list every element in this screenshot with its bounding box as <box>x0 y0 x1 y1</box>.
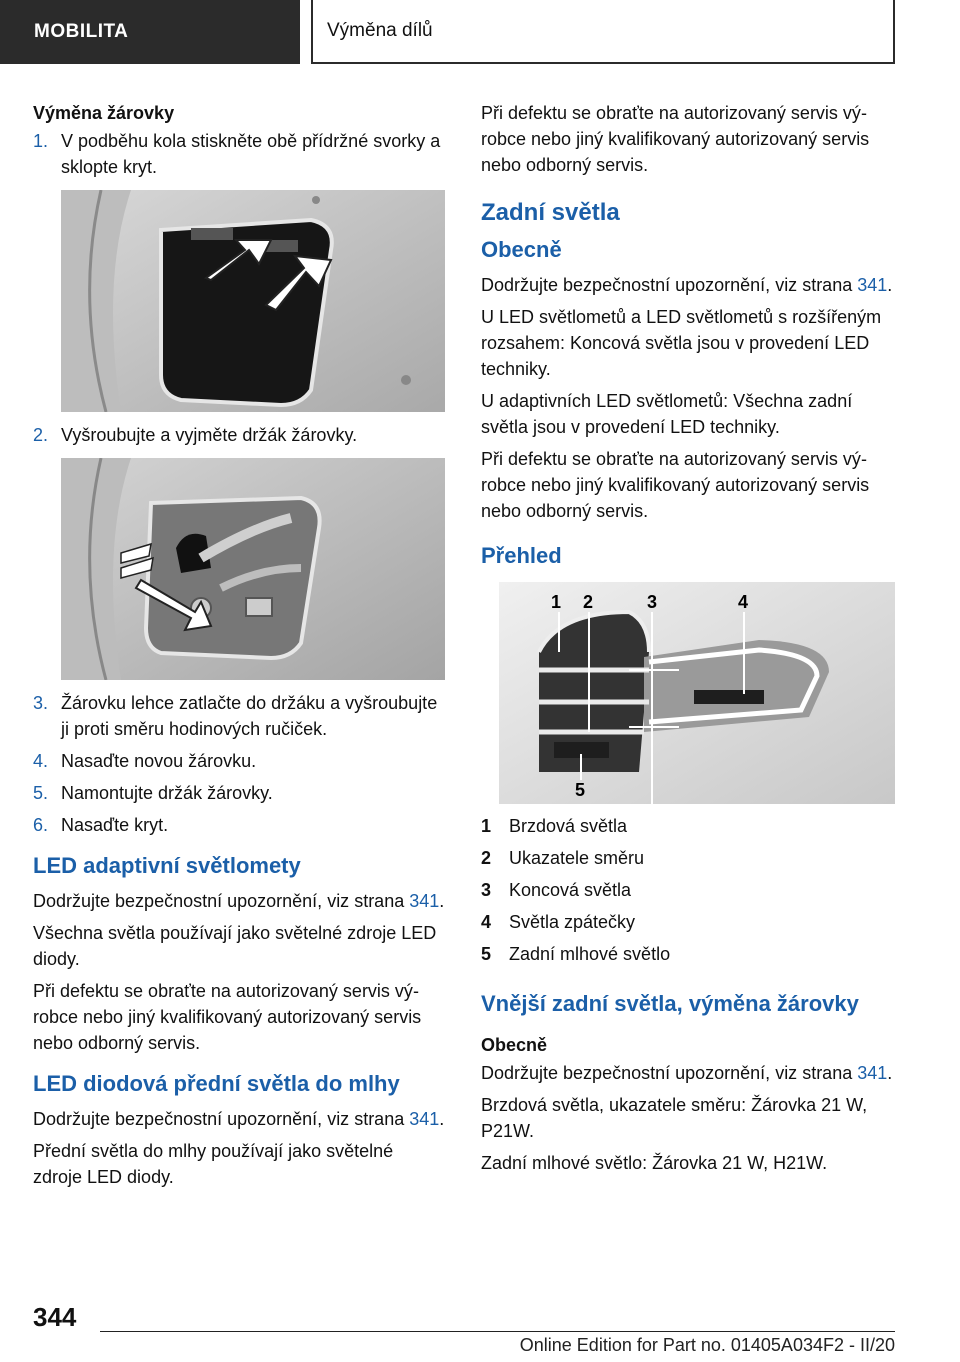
safety-text: Dodržujte bezpečnostní upozornění, viz strana <box>33 891 410 911</box>
safety-note <box>33 1106 445 1132</box>
page-link[interactable]: 341 <box>409 1109 440 1129</box>
paragraph: Všechna světla používají jako světelné zdroje LED diody. <box>33 923 437 969</box>
legend-text: Světla zpátečky <box>509 912 636 932</box>
safety-period: . <box>887 1063 893 1083</box>
heading-led-adaptive: LED adaptivní světlomety <box>33 853 301 878</box>
legend-number: 5 <box>481 944 492 964</box>
step-1 <box>33 128 445 180</box>
step-text: Žárovku lehce zatlačte do držáku a vyšroubujte ji proti směru hodinových ručiček. <box>61 693 438 739</box>
figure-rear-light-overview <box>499 582 895 804</box>
safety-text: Dodržujte bezpečnostní upozornění, viz strana <box>481 1063 858 1083</box>
paragraph: Při defektu se obraťte na autorizovaný servis výrobce nebo jiný kvalifikovaný autorizovaný servis nebo odborný servis. <box>33 981 422 1053</box>
legend-text: Brzdová světla <box>509 816 628 836</box>
subhead-general: Obecně <box>481 1035 548 1055</box>
legend-item <box>481 938 895 970</box>
heading-overview: Přehled <box>481 543 562 568</box>
figure-label: 4 <box>738 592 749 612</box>
heading-general: Obecně <box>481 237 562 262</box>
step-5 <box>33 780 445 806</box>
figure-label: 3 <box>647 592 658 612</box>
step-number: 4. <box>33 751 49 771</box>
paragraph: Při defektu se obraťte na autorizovaný servis výrobce nebo jiný kvalifikovaný autorizovaný servis nebo odborný servis. <box>481 103 870 175</box>
legend-text: Ukazatele směru <box>509 848 645 868</box>
steps-list-continued <box>33 690 445 838</box>
figure-label: 5 <box>575 780 586 800</box>
safety-period: . <box>439 891 445 911</box>
step-number: 3. <box>33 693 49 713</box>
safety-note <box>481 272 895 298</box>
paragraph: U adaptivních LED světlometů: Všechna zadní světla jsou v provedení LED techniky. <box>481 391 853 437</box>
legend-item <box>481 842 895 874</box>
safety-period: . <box>439 1109 445 1129</box>
figure-label: 1 <box>551 592 562 612</box>
section-tab <box>0 0 300 64</box>
step-text: Nasaďte kryt. <box>61 815 169 835</box>
step-number: 6. <box>33 815 49 835</box>
step-4 <box>33 748 445 774</box>
safety-period: . <box>887 275 893 295</box>
heading-outer-rear-lights: Vnější zadní světla, výměna žárovky <box>481 991 859 1016</box>
step-3 <box>33 690 445 742</box>
step-number: 1. <box>33 131 49 151</box>
step-number: 2. <box>33 425 49 445</box>
heading-rear-lights: Zadní světla <box>481 199 620 226</box>
subhead-bulb-replacement: Výměna žárovky <box>33 103 175 123</box>
footer-divider <box>100 1331 895 1332</box>
legend-number: 1 <box>481 816 492 836</box>
legend-item <box>481 874 895 906</box>
safety-text: Dodržujte bezpečnostní upozornění, viz strana <box>33 1109 410 1129</box>
step-text: Nasaďte novou žárovku. <box>61 751 257 771</box>
figure-label: 2 <box>583 592 594 612</box>
paragraph: Zadní mlhové světlo: Žárovka 21 W, H21W. <box>481 1153 828 1173</box>
step-text: V podběhu kola stiskněte obě přídržné svorky a sklopte kryt. <box>61 131 441 177</box>
paragraph: U LED světlometů a LED světlometů s rozšířeným rozsahem: Koncová světla jsou v provedení LED techniky. <box>481 307 882 379</box>
step-2 <box>33 422 445 448</box>
step-number: 5. <box>33 783 49 803</box>
page-number: 344 <box>33 1302 77 1332</box>
safety-text: Dodržujte bezpečnostní upozornění, viz strana <box>481 275 858 295</box>
figure-legend <box>481 810 895 970</box>
safety-note <box>33 888 445 914</box>
legend-text: Koncová světla <box>509 880 632 900</box>
paragraph: Při defektu se obraťte na autorizovaný servis výrobce nebo jiný kvalifikovaný autorizovaný servis nebo odborný servis. <box>481 449 870 521</box>
page-link[interactable]: 341 <box>857 275 888 295</box>
page-link[interactable]: 341 <box>857 1063 888 1083</box>
step-text: Vyšroubujte a vyjměte držák žárovky. <box>61 425 358 445</box>
photo-wheel-arch-cover <box>61 190 445 412</box>
heading-led-fog: LED diodová přední světla do mlhy <box>33 1071 400 1096</box>
edition-note: Online Edition for Part no. 01405A034F2 - II/20 <box>519 1335 895 1355</box>
photo-bulb-holder <box>61 458 445 680</box>
legend-item <box>481 810 895 842</box>
safety-note <box>481 1060 895 1086</box>
legend-item <box>481 906 895 938</box>
legend-number: 4 <box>481 912 492 932</box>
legend-number: 3 <box>481 880 492 900</box>
step-text: Namontujte držák žárovky. <box>61 783 273 803</box>
chapter-title: Výměna dílů <box>327 20 433 41</box>
step-6 <box>33 812 445 838</box>
right-column <box>481 100 895 1182</box>
left-column <box>33 100 445 1196</box>
paragraph: Brzdová světla, ukazatele směru: Žárovka 21 W, P21W. <box>481 1095 868 1141</box>
legend-text: Zadní mlhové světlo <box>509 944 671 964</box>
page-link[interactable]: 341 <box>409 891 440 911</box>
chapter-tab <box>311 0 895 64</box>
legend-number: 2 <box>481 848 492 868</box>
section-title: MOBILITA <box>34 21 129 42</box>
paragraph: Přední světla do mlhy používají jako světelné zdroje LED diody. <box>33 1141 394 1187</box>
